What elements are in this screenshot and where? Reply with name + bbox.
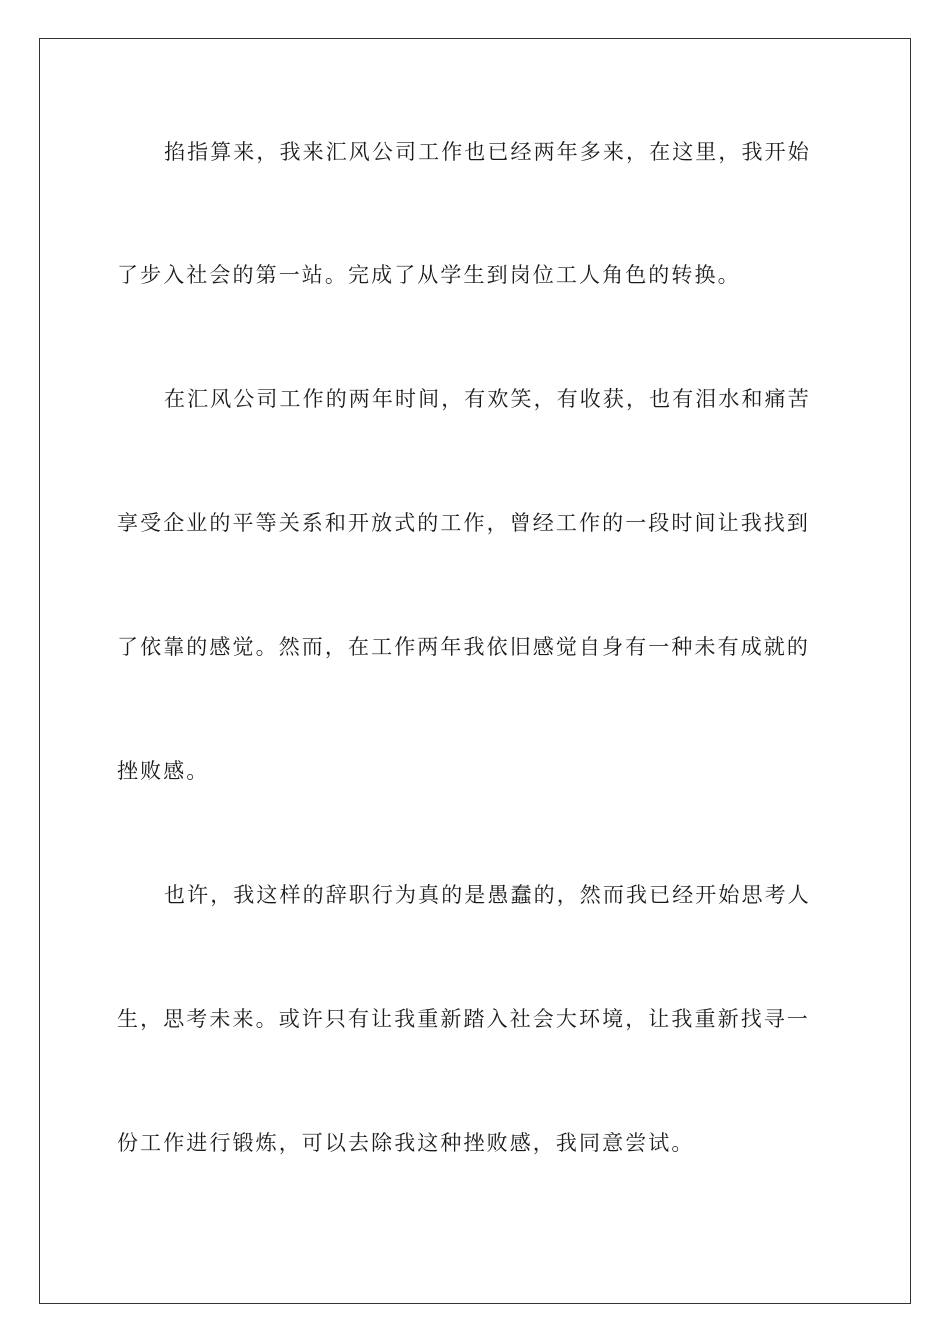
paragraph-2-line-3: 了依靠的感觉。然而，在工作两年我依旧感觉自身有一种未有成就的 [117,635,810,659]
paragraph-2-line-4: 挫败感。 [117,759,210,783]
paragraph-2-line-2: 享受企业的平等关系和开放式的工作，曾经工作的一段时间让我找到 [117,511,810,535]
paragraph-3-line-3: 份工作进行锻炼，可以去除我这种挫败感，我同意尝试。 [117,1131,695,1155]
paragraph-1-line-1: 掐指算来，我来汇风公司工作也已经两年多来，在这里，我开始 [164,140,811,164]
paragraph-3-line-1: 也许，我这样的辞职行为真的是愚蠢的，然而我已经开始思考人 [164,883,811,907]
paragraph-3-line-2: 生，思考未来。或许只有让我重新踏入社会大环境，让我重新找寻一 [117,1007,810,1031]
paragraph-1-line-2: 了步入社会的第一站。完成了从学生到岗位工人角色的转换。 [117,263,741,287]
paragraph-2-line-1: 在汇风公司工作的两年时间，有欢笑，有收获，也有泪水和痛苦 [164,387,811,411]
page-border [39,38,911,1304]
